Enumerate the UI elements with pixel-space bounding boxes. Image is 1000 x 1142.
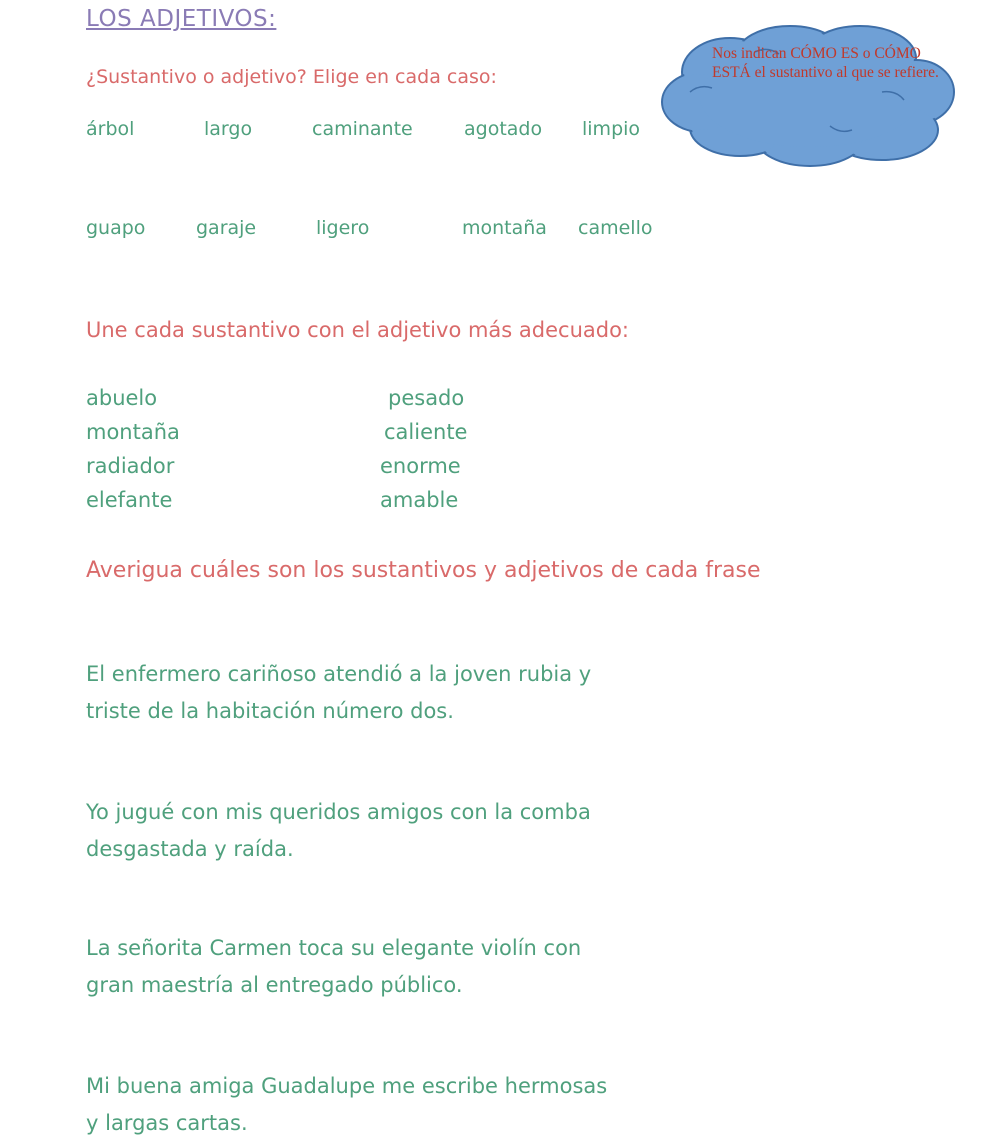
sentence-paragraph	[86, 930, 686, 1004]
sentence-paragraph	[86, 794, 686, 868]
word-option: camello	[578, 217, 653, 239]
match-adjective: caliente	[384, 420, 468, 444]
sentence-line: Yo jugué con mis queridos amigos con la comba	[86, 800, 591, 824]
word-option: agotado	[464, 118, 543, 140]
instruction-sustantivo-o-adjetivo: ¿Sustantivo o adjetivo? Elige en cada caso:	[86, 66, 497, 88]
cloud-callout-text: Nos indican CÓMO ES o CÓMO ESTÁ el sustantivo al que se refiere.	[712, 45, 939, 81]
sentence-line: triste de la habitación número dos.	[86, 699, 454, 723]
match-adjective: enorme	[380, 454, 461, 478]
sentence-line: Mi buena amiga Guadalupe me escribe hermosas	[86, 1074, 608, 1098]
sentence-paragraph	[86, 1068, 686, 1142]
sentence-line: desgastada y raída.	[86, 837, 294, 861]
match-noun: elefante	[86, 488, 173, 512]
sentence-paragraph	[86, 656, 686, 730]
word-option: árbol	[86, 118, 135, 140]
instruction-une-sustantivo-adjetivo: Une cada sustantivo con el adjetivo más adecuado:	[86, 318, 630, 342]
word-option: ligero	[316, 217, 370, 239]
word-option: caminante	[312, 118, 413, 140]
word-option: largo	[204, 118, 253, 140]
match-adjective: amable	[380, 488, 459, 512]
word-option: montaña	[462, 217, 547, 239]
word-option: limpio	[582, 118, 641, 140]
sentence-line: y largas cartas.	[86, 1111, 248, 1135]
match-noun: montaña	[86, 420, 180, 444]
sentence-line: gran maestría al entregado público.	[86, 973, 463, 997]
word-option: guapo	[86, 217, 146, 239]
match-adjective: pesado	[388, 386, 465, 410]
sentence-line: La señorita Carmen toca su elegante violín con	[86, 936, 582, 960]
match-noun: abuelo	[86, 386, 158, 410]
instruction-averigua-sustantivos-adjetivos: Averigua cuáles son los sustantivos y adjetivos de cada frase	[86, 558, 761, 583]
match-noun: radiador	[86, 454, 175, 478]
word-option: garaje	[196, 217, 257, 239]
sentence-line: El enfermero cariñoso atendió a la joven rubia y	[86, 662, 592, 686]
page-title: LOS ADJETIVOS:	[86, 6, 277, 32]
